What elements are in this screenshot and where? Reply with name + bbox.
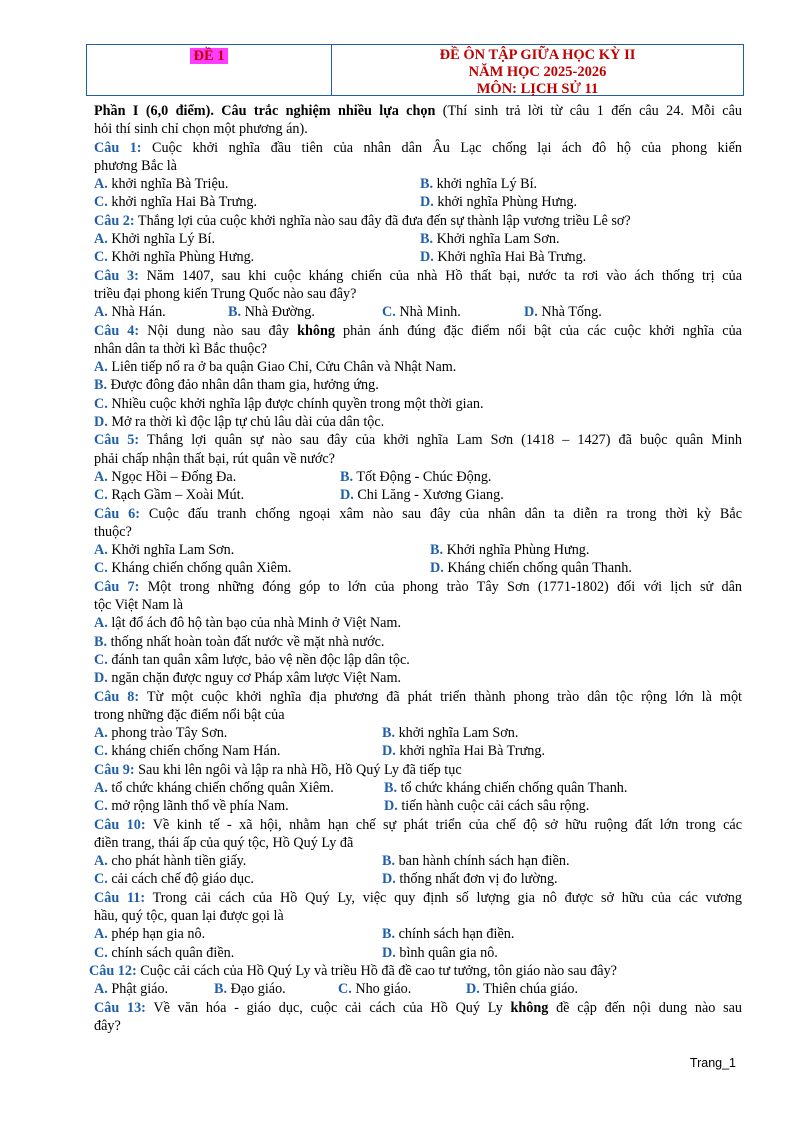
question-2: Câu 2: Thắng lợi của cuộc khởi nghĩa nào sau đây đã đưa đến sự thành lập vương triều Lê sơ? [94, 212, 631, 229]
option-a[interactable]: A. phong trào Tây Sơn. [94, 725, 228, 742]
option-a[interactable]: A. Liên tiếp nổ ra ở ba quận Giao Chỉ, Cửu Chân và Nhật Nam. [94, 359, 457, 376]
option-b[interactable]: B. khởi nghĩa Lam Sơn. [382, 725, 519, 742]
option-c[interactable]: C. Nhà Minh. [382, 304, 461, 321]
option-b[interactable]: B. thống nhất hoàn toàn đất nước về mặt nhà nước. [94, 633, 385, 650]
exam-header-table [86, 44, 744, 96]
option-b[interactable]: B. Tốt Động - Chúc Động. [340, 468, 492, 485]
page-number: Trang_1 [689, 1056, 736, 1070]
option-b[interactable]: B. khởi nghĩa Lý Bí. [420, 176, 538, 193]
question-8: Câu 8: Từ một cuộc khởi nghĩa địa phương đã phát triển thành phong trào dân tộc rộng lớn là một [94, 688, 742, 705]
option-a[interactable]: A. Ngọc Hồi – Đống Đa. [94, 468, 237, 485]
question-9: Câu 9: Sau khi lên ngôi và lập ra nhà Hồ, Hồ Quý Ly đã tiếp tục [94, 761, 462, 778]
option-d[interactable]: D. ngăn chặn được nguy cơ Pháp xâm lược Việt Nam. [94, 670, 402, 687]
options-row [94, 559, 742, 577]
option-a[interactable]: A. phép hạn gia nô. [94, 926, 206, 943]
options-row [94, 175, 742, 193]
option-d[interactable]: D. khởi nghĩa Hai Bà Trưng. [382, 743, 545, 760]
part-heading: Phần I (6,0 điểm). Câu trắc nghiệm nhiều lựa chọn (Thí sinh trả lời từ câu 1 đến câu 24. Mỗi câu [94, 103, 742, 119]
part-instruction: hỏi thí sinh chỉ chọn một phương án). [94, 121, 308, 138]
option-d[interactable]: D. Thiên chúa giáo. [466, 981, 579, 998]
option-d[interactable]: D. Khởi nghĩa Hai Bà Trưng. [420, 249, 587, 266]
option-c[interactable]: C. khởi nghĩa Hai Bà Trưng. [94, 194, 257, 211]
option-c[interactable]: C. đánh tan quân xâm lược, bảo vệ nền độc lập dân tộc. [94, 651, 410, 668]
question-12: Câu 12: Cuộc cải cách của Hồ Quý Ly và triều Hồ đã đề cao tư tưởng, tôn giáo nào sau đây? [89, 962, 617, 979]
option-d[interactable]: D. Nhà Tống. [524, 304, 602, 321]
option-d[interactable]: D. Mở ra thời kì độc lập tự chủ lâu dài của dân tộc. [94, 414, 385, 431]
options-row [94, 724, 742, 742]
options-row [94, 925, 742, 943]
option-b[interactable]: B. Đạo giáo. [214, 981, 286, 998]
option-b[interactable]: B. ban hành chính sách hạn điền. [382, 853, 570, 870]
question-6: Câu 6: Cuộc đấu tranh chống ngoại xâm nào sau đây của nhân dân ta diễn ra trong thời kỳ Bắc [94, 505, 742, 522]
option-c[interactable]: C. Nhiều cuộc khởi nghĩa lập được chính quyền trong một thời gian. [94, 395, 484, 412]
option-d[interactable]: D. thống nhất đơn vị đo lường. [382, 871, 558, 888]
options-row [94, 248, 742, 266]
option-d[interactable]: D. khởi nghĩa Phùng Hưng. [420, 194, 578, 211]
option-a[interactable]: A. khởi nghĩa Bà Triệu. [94, 176, 229, 193]
option-c[interactable]: C. cải cách chế độ giáo dục. [94, 871, 254, 888]
question-3: Câu 3: Năm 1407, sau khi cuộc kháng chiến của nhà Hồ thất bại, nước ta rơi vào ách thống trị của [94, 267, 742, 284]
exam-title: ĐỀ ÔN TẬP GIỮA HỌC KỲ II [439, 47, 636, 63]
option-b[interactable]: B. Được đông đảo nhân dân tham gia, hưởng ứng. [94, 377, 379, 394]
options-row [94, 486, 742, 504]
school-year: NĂM HỌC 2025-2026 [468, 64, 607, 80]
question-4: Câu 4: Nội dung nào sau đây không phản ánh đúng đặc điểm nổi bật của các cuộc khởi nghĩa của [94, 322, 742, 339]
option-d[interactable]: D. tiến hành cuộc cải cách sâu rộng. [384, 798, 590, 815]
option-c[interactable]: C. Khởi nghĩa Phùng Hưng. [94, 249, 255, 266]
options-row [94, 742, 742, 760]
options-row [94, 303, 742, 321]
option-c[interactable]: C. Rạch Gầm – Xoài Mút. [94, 487, 245, 504]
option-c[interactable]: C. chính sách quân điền. [94, 944, 235, 961]
options-row [94, 852, 742, 870]
option-c[interactable]: C. Nho giáo. [338, 981, 412, 998]
option-d[interactable]: D. Chi Lăng - Xương Giang. [340, 487, 504, 504]
option-a[interactable]: A. Phật giáo. [94, 981, 169, 998]
options-row [94, 797, 742, 815]
exam-code: ĐỀ 1 [190, 48, 227, 64]
question-13: Câu 13: Về văn hóa - giáo dục, cuộc cải cách của Hồ Quý Ly không đề cập đến nội dung nào sau [94, 999, 742, 1016]
question-11: Câu 11: Trong cải cách của Hồ Quý Ly, việc quy định số lượng gia nô được sở hữu của các vương [94, 889, 742, 906]
question-7: Câu 7: Một trong những đóng góp to lớn của phong trào Tây Sơn (1771-1802) đối với lịch sử dân [94, 578, 742, 595]
exam-content: Phần I (6,0 điểm). Câu trắc nghiệm nhiều lựa chọn (Thí sinh trả lời từ câu 1 đến câu 24. Mỗi câu hỏi thí sinh chỉ chọn một phương án). Câu 1: Cuộc khởi nghĩa đầu tiên của nhân dân Âu Lạc chống lại ách đô hộ của phong kiến phương Bắc là A. khởi nghĩa Bà Triệu. B. khởi nghĩa Lý Bí. C. khởi nghĩa Hai Bà Trưng. D. khởi nghĩa Phùng Hưng. Câu 2: Thắng lợi của cuộc khởi nghĩa nào sau đây đã đưa đến sự thành lập vương triều Lê sơ? A. Khởi nghĩa Lý Bí. B. Khởi nghĩa Lam Sơn. C. Khởi nghĩa Phùng Hưng. D. Khởi nghĩa Hai Bà Trưng. Câu 3: Năm 1407, sau khi cuộc kháng chiến của nhà Hồ thất bại, nước ta rơi vào ách thống trị của triều đại phong kiến Trung Quốc nào sau đây? A. Nhà Hán. B. Nhà Đường. C. Nhà Minh. D. Nhà Tống. Câu 4: Nội dung nào sau đây không phản ánh đúng đặc điểm nổi bật của các cuộc khởi nghĩa của nhân dân ta thời kì Bắc thuộc? A. Liên tiếp nổ ra ở ba quận Giao Chỉ, Cửu Chân và Nhật Nam. B. Được đông đảo nhân dân tham gia, hưởng ứng. C. Nhiều cuộc khởi nghĩa lập được chính quyền trong một thời gian. D. Mở ra thời kì độc lập tự chủ lâu dài của dân tộc. Câu 5: Thắng lợi quân sự nào sau đây của khởi nghĩa Lam Sơn (1418 – 1427) đã buộc quân Minh phải chấp nhận thất bại, rút quân về nước? A. Ngọc Hồi – Đống Đa. B. Tốt Động - Chúc Động. C. Rạch Gầm – Xoài Mút. D. Chi Lăng - Xương Giang. Câu 6: Cuộc đấu tranh chống ngoại xâm nào sau đây của nhân dân ta diễn ra trong thời kỳ Bắc thuộc? A. Khởi nghĩa Lam Sơn. B. Khởi nghĩa Phùng Hưng. C. Kháng chiến chống quân Xiêm. D. Kháng chiến chống quân Thanh. Câu 7: Một trong những đóng góp to lớn của phong trào Tây Sơn (1771-1802) đối với lịch sử dân tộc Việt Nam là A. lật đổ ách đô hộ tàn bạo của nhà Minh ở Việt Nam. B. thống nhất hoàn toàn đất nước về mặt nhà nước. C. đánh tan quân xâm lược, bảo vệ nền độc lập dân tộc. D. ngăn chặn được nguy cơ Pháp xâm lược Việt Nam. Câu 8: Từ một cuộc khởi nghĩa địa phương đã phát triển thành phong trào dân tộc rộng lớn là một trong những đặc điểm nổi bật của A. phong trào Tây Sơn. B. khởi nghĩa Lam Sơn. C. kháng chiến chống Nam Hán. D. khởi nghĩa Hai Bà Trưng. Câu 9: Sau khi lên ngôi và lập ra nhà Hồ, Hồ Quý Ly đã tiếp tục A. tổ chức kháng chiến chống quân Xiêm. B. tổ chức kháng chiến chống quân Thanh. C. mở rộng lãnh thổ về phía Nam. D. tiến hành cuộc cải cách sâu rộng. Câu 10: Về kinh tế - xã hội, nhằm hạn chế sự phát triển của chế độ sở hữu ruộng đất lớn trong các điền trang, thái ấp của quý tộc, Hồ Quý Ly đã A. cho phát hành tiền giấy. B. ban hành chính sách hạn điền. C. cải cách chế độ giáo dục. D. thống nhất đơn vị đo lường. Câu 11: Trong cải cách của Hồ Quý Ly, việc quy định số lượng gia nô được sở hữu của các vương hầu, quý tộc, quan lại được gọi là A. phép hạn gia nô. B. chính sách hạn điền. C. chính sách quân điền. D. bình quân gia nô. Câu 12: Cuộc cải cách của Hồ Quý Ly và triều Hồ đã đề cao tư tưởng, tôn giáo nào sau đây? A. Phật giáo. B. Đạo giáo. C. Nho giáo. D. Thiên chúa giáo. Câu 13: Về văn hóa - giáo dục, cuộc cải cách của Hồ Quý Ly không đề cập đến nội dung nào sau đây? [89, 103, 742, 1034]
option-c[interactable]: C. mở rộng lãnh thổ về phía Nam. [94, 798, 289, 815]
options-row [94, 541, 742, 559]
option-b[interactable]: B. Nhà Đường. [228, 304, 315, 321]
question-1: Câu 1: Cuộc khởi nghĩa đầu tiên của nhân dân Âu Lạc chống lại ách đô hộ của phong kiến [94, 139, 742, 156]
options-row [94, 779, 742, 797]
option-a[interactable]: A. Nhà Hán. [94, 304, 166, 321]
option-b[interactable]: B. Khởi nghĩa Lam Sơn. [420, 231, 560, 248]
option-d[interactable]: D. bình quân gia nô. [382, 944, 498, 961]
options-row [94, 230, 742, 248]
header-code-cell [87, 45, 332, 95]
options-row [94, 980, 742, 998]
options-row [94, 870, 742, 888]
option-b[interactable]: B. tổ chức kháng chiến chống quân Thanh. [384, 779, 628, 796]
question-5: Câu 5: Thắng lợi quân sự nào sau đây của khởi nghĩa Lam Sơn (1418 – 1427) đã buộc quân Minh [94, 432, 742, 449]
options-row [94, 193, 742, 211]
subject: MÔN: LỊCH SỬ 11 [476, 81, 599, 97]
option-b[interactable]: B. chính sách hạn điền. [382, 926, 515, 943]
option-b[interactable]: B. Khởi nghĩa Phùng Hưng. [430, 542, 590, 559]
option-d[interactable]: D. Kháng chiến chống quân Thanh. [430, 560, 632, 577]
option-a[interactable]: A. lật đổ ách đô hộ tàn bạo của nhà Minh ở Việt Nam. [94, 615, 402, 632]
option-c[interactable]: C. Kháng chiến chống quân Xiêm. [94, 560, 292, 577]
option-a[interactable]: A. cho phát hành tiền giấy. [94, 853, 247, 870]
header-title-cell [332, 45, 743, 95]
option-c[interactable]: C. kháng chiến chống Nam Hán. [94, 743, 281, 760]
option-a[interactable]: A. Khởi nghĩa Lam Sơn. [94, 542, 235, 559]
option-a[interactable]: A. Khởi nghĩa Lý Bí. [94, 231, 215, 248]
options-row [94, 468, 742, 486]
option-a[interactable]: A. tổ chức kháng chiến chống quân Xiêm. [94, 779, 334, 796]
question-10: Câu 10: Về kinh tế - xã hội, nhằm hạn chế sự phát triển của chế độ sở hữu ruộng đất lớn trong các [94, 816, 742, 833]
options-row [94, 944, 742, 962]
